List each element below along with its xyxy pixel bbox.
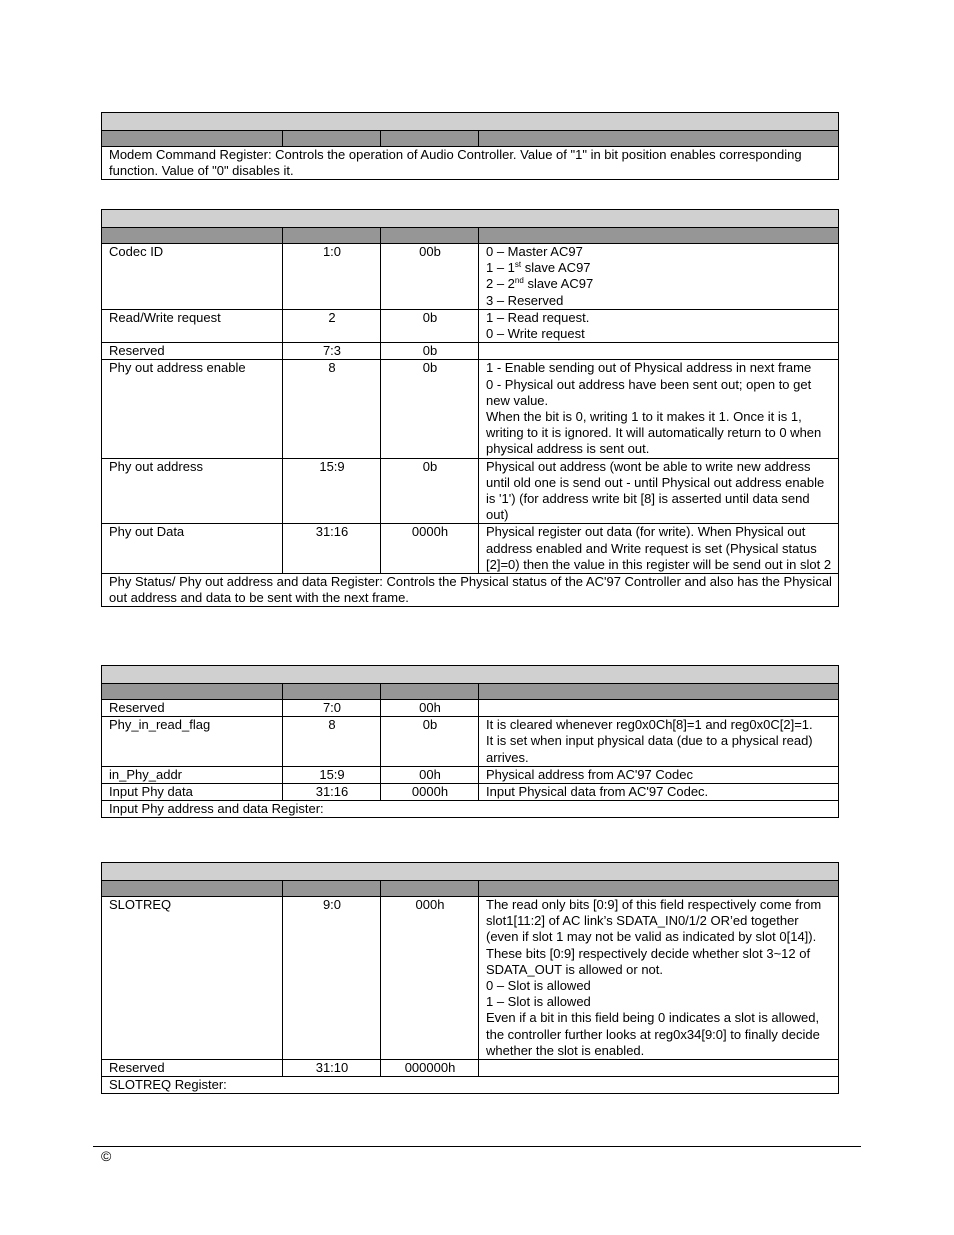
header-cell (381, 881, 479, 897)
footer-divider (93, 1146, 861, 1147)
field-bits: 1:0 (283, 244, 381, 310)
header-cell (283, 684, 381, 700)
header-cell (283, 131, 381, 147)
description-line: 3 – Reserved (486, 292, 564, 308)
field-default: 0000h (381, 524, 479, 574)
register-description: SLOTREQ Register: (102, 1077, 839, 1094)
field-bits: 7:3 (283, 343, 381, 360)
table-row (102, 766, 839, 783)
table-row (102, 784, 839, 801)
field-name: Phy out address (102, 458, 283, 524)
field-name: Reserved (102, 343, 283, 360)
field-bits: 31:16 (283, 524, 381, 574)
field-description (479, 700, 839, 717)
field-description: 1 – Read request. 0 – Write request (479, 309, 839, 342)
table-row (102, 458, 839, 524)
table-row (102, 1060, 839, 1077)
field-bits: 8 (283, 717, 381, 767)
field-default: 00b (381, 244, 479, 310)
table-row (102, 897, 839, 1060)
register-description: Input Phy address and data Register: (102, 801, 839, 818)
field-default: 0b (381, 360, 479, 458)
field-bits: 31:10 (283, 1060, 381, 1077)
field-name: Reserved (102, 1060, 283, 1077)
table-header-row (102, 684, 839, 700)
field-bits: 31:16 (283, 784, 381, 801)
header-cell (102, 881, 283, 897)
table-header-row (102, 131, 839, 147)
copyright-symbol: © (101, 1148, 112, 1164)
description-line: 1 – 1st slave AC97 (486, 260, 591, 276)
field-description (479, 343, 839, 360)
table-footer-row (102, 574, 839, 607)
field-name: Reserved (102, 700, 283, 717)
table-footer-row (102, 147, 839, 180)
table-title-bar (102, 666, 839, 684)
table-title-bar (102, 113, 839, 131)
field-description: Input Physical data from AC'97 Codec. (479, 784, 839, 801)
phy-status-register-table (101, 209, 839, 607)
field-name: Phy out address enable (102, 360, 283, 458)
field-description (479, 244, 839, 310)
header-cell (283, 881, 381, 897)
field-name: Phy_in_read_flag (102, 717, 283, 767)
field-default: 0b (381, 717, 479, 767)
field-default: 0b (381, 309, 479, 342)
table-title-bar (102, 210, 839, 228)
field-default: 0000h (381, 784, 479, 801)
modem-command-register-table (101, 112, 839, 180)
table-row (102, 717, 839, 767)
field-description: Physical address from AC'97 Codec (479, 766, 839, 783)
table-row (102, 309, 839, 342)
header-cell (479, 228, 839, 244)
field-name: Input Phy data (102, 784, 283, 801)
field-name: in_Phy_addr (102, 766, 283, 783)
header-cell (102, 684, 283, 700)
field-default: 00h (381, 700, 479, 717)
header-cell (102, 228, 283, 244)
table-row (102, 343, 839, 360)
field-default: 00h (381, 766, 479, 783)
field-description: Physical register out data (for write). When Physical out address enabled and Write request is set (Physical status [2]=0) then the value in this register will be send out in slot 2 (479, 524, 839, 574)
header-cell (381, 228, 479, 244)
field-bits: 15:9 (283, 458, 381, 524)
header-cell (479, 684, 839, 700)
input-phy-register-table (101, 665, 839, 818)
table-footer-row (102, 1077, 839, 1094)
table-row (102, 524, 839, 574)
field-description (479, 1060, 839, 1077)
slotreq-register-table (101, 862, 839, 1094)
header-cell (283, 228, 381, 244)
description-line: 0 – Master AC97 (486, 244, 583, 259)
field-name: Read/Write request (102, 309, 283, 342)
field-bits: 7:0 (283, 700, 381, 717)
field-default: 000000h (381, 1060, 479, 1077)
field-description: The read only bits [0:9] of this field respectively come from slot1[11:2] of AC link’s SDATA_IN0/1/2 OR’ed together (even if slot 1 may not be valid as indicated by slot 0[14]). These bits [0:9] respectively decide whether slot 3~12 of SDATA_OUT is allowed or not. 0 – Slot is allowed 1 – Slot is allowed Even if a bit in this field being 0 indicates a slot is allowed, the controller further looks at reg0x34[9:0] to finally decide whether the slot is enabled. (479, 897, 839, 1060)
field-description: It is cleared whenever reg0x0Ch[8]=1 and reg0x0C[2]=1. It is set when input physical data (due to a physical read) arrives. (479, 717, 839, 767)
field-default: 000h (381, 897, 479, 1060)
register-description: Phy Status/ Phy out address and data Register: Controls the Physical status of the AC'97 Controller and also has the Physical out address and data to be sent with the next frame. (102, 574, 839, 607)
field-description: Physical out address (wont be able to write new address until old one is send out - until Physical out address enable is '1') (for address write bit [8] is asserted until data send out) (479, 458, 839, 524)
header-cell (479, 131, 839, 147)
table-header-row (102, 228, 839, 244)
table-title-bar (102, 863, 839, 881)
header-cell (102, 131, 283, 147)
field-name: Phy out Data (102, 524, 283, 574)
field-name: Codec ID (102, 244, 283, 310)
table-row (102, 244, 839, 310)
field-name: SLOTREQ (102, 897, 283, 1060)
field-description: 1 - Enable sending out of Physical address in next frame 0 - Physical out address have been sent out; open to get new value. When the bit is 0, writing 1 to it makes it 1. Once it is 1, writing to it is ignored. It will automatically return to 0 when physical address is sent out. (479, 360, 839, 458)
field-bits: 2 (283, 309, 381, 342)
field-default: 0b (381, 343, 479, 360)
field-bits: 15:9 (283, 766, 381, 783)
description-line: 2 – 2nd slave AC97 (486, 276, 594, 292)
register-description: Modem Command Register: Controls the operation of Audio Controller. Value of "1" in bit position enables corresponding function. Value of "0" disables it. (102, 147, 839, 180)
table-footer-row (102, 801, 839, 818)
table-row (102, 360, 839, 458)
header-cell (381, 131, 479, 147)
table-header-row (102, 881, 839, 897)
field-bits: 9:0 (283, 897, 381, 1060)
header-cell (381, 684, 479, 700)
field-bits: 8 (283, 360, 381, 458)
header-cell (479, 881, 839, 897)
field-default: 0b (381, 458, 479, 524)
table-row (102, 700, 839, 717)
